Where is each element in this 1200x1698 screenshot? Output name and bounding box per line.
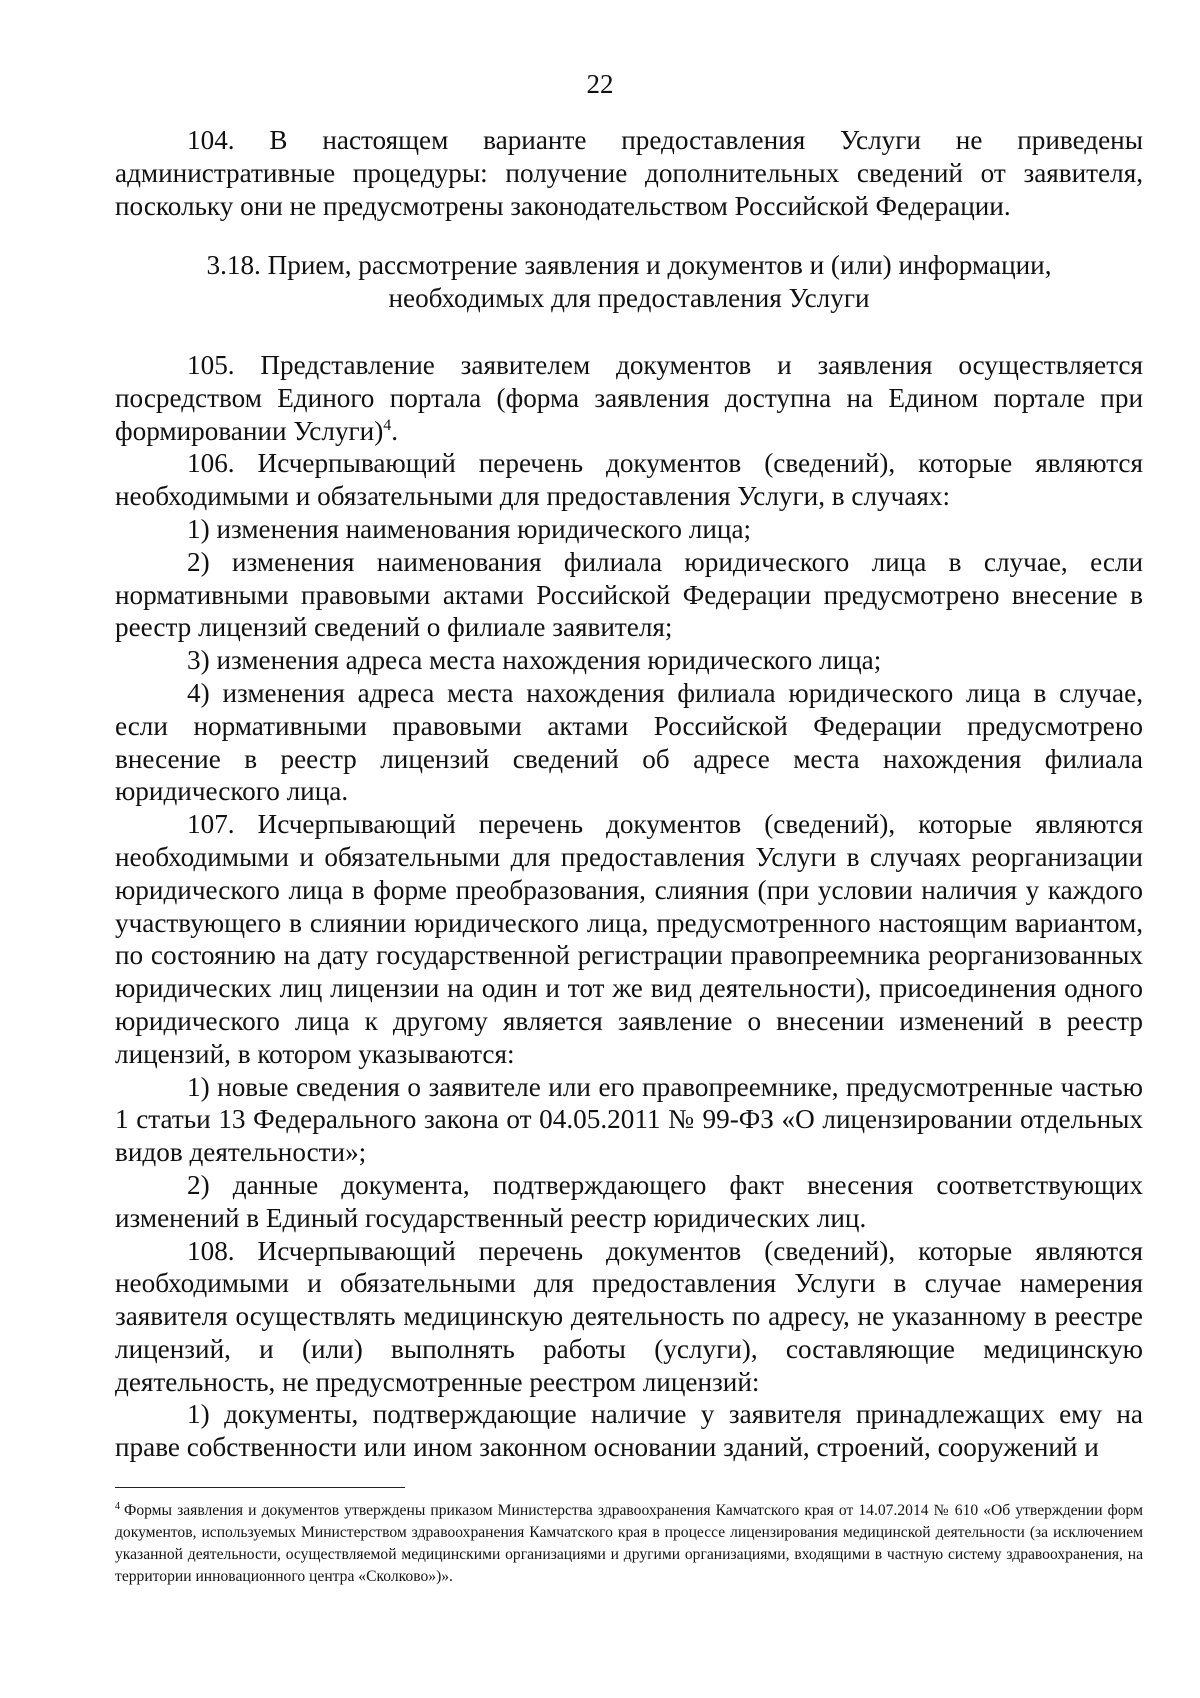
paragraph-105 [115,349,1143,447]
paragraph-108: 108. Исчерпывающий перечень документов (сведений), которые являются необходимыми и обязательными для предоставления Услуги в случае намерения заявителя осуществлять медицинскую деятельность по адресу, не указанному в реестре лицензий, и (или) выполнять работы (услуги), составляющие медицинскую деятельность, не предусмотренные реестром лицензий: [115,1235,1143,1397]
list-item-106-4: 4) изменения адреса места нахождения филиала юридического лица в случае, если нормативными правовыми актами Российской Федерации предусмотрено внесение в реестр лицензий сведений об адресе места нахождения филиала юридического лица. [115,677,1143,807]
footnote-divider [115,1487,405,1488]
list-item-107-1: 1) новые сведения о заявителе или его правопреемнике, предусмотренные частью 1 статьи 13 Федерального закона от 04.05.2011 № 99-ФЗ «О лицензировании отдельных видов деятельности»; [115,1071,1143,1168]
section-heading-line-1: 3.18. Прием, рассмотрение заявления и документов и (или) информации, [206,250,1052,281]
paragraph-105-tail: . [391,415,399,446]
list-item-107-2: 2) данные документа, подтверждающего факт внесения соответствующих изменений в Единый государственный реестр юридических лиц. [115,1169,1143,1233]
footnote-text: Формы заявления и документов утверждены приказом Министерства здравоохранения Камчатского края от 14.07.2014 № 610 «Об утверждении форм документов, используемых Министерством здравоохранения Камчатского края в процессе лицензирования медицинской деятельности (за исключением указанной деятельности, осуществляемой медицинскими организациями и другими организациями, входящими в частную систему здравоохранения, на территории инновационного центра «Сколково»)». [115,1502,1143,1585]
paragraph-105-text: 105. Представление заявителем документов и заявления осуществляется посредством Единого портала (форма заявления доступна на Едином портале при формировании Услуги) [115,349,1143,446]
list-item-106-1: 1) изменения наименования юридического лица; [187,513,752,544]
list-item-106-3: 3) изменения адреса места нахождения юридического лица; [187,645,882,676]
page-number: 22 [586,69,614,99]
paragraph-104: 104. В настоящем варианте предоставления Услуги не приведены административные процедуры: получение дополнительных сведений от заявителя, поскольку они не предусмотрены законодательством Российской Федерации. [115,125,1143,221]
footnote-reference: 4 [383,416,392,434]
section-heading [115,249,1143,315]
paragraph-107: 107. Исчерпывающий перечень документов (сведений), которые являются необходимыми и обязательными для предоставления Услуги в случаях реорганизации юридического лица в форме преобразования, слияния (при условии наличия у каждого участвующего в слиянии юридического лица, предусмотренного настоящим вариантом, по состоянию на дату государственной регистрации правопреемника реорганизованных юридических лиц лицензии на один и тот же вид деятельности), присоединения одного юридического лица к другому является заявление о внесении изменений в реестр лицензий, в котором указываются: [115,809,1143,1069]
list-item-108-1: 1) документы, подтверждающие наличие у заявителя принадлежащих ему на праве собственности или ином законном основании зданий, строений, сооружений и [115,1399,1143,1463]
document-body [115,124,1143,1464]
list-item-106-2: 2) изменения наименования филиала юридического лица в случае, если нормативными правовыми актами Российской Федерации предусмотрено внесение в реестр лицензий сведений о филиале заявителя; [115,546,1143,643]
footnote [115,1500,1143,1588]
paragraph-106: 106. Исчерпывающий перечень документов (сведений), которые являются необходимыми и обязательными для предоставления Услуги, в случаях: [115,448,1143,512]
section-heading-line-2: необходимых для предоставления Услуги [388,283,870,314]
footnote-mark: 4 [115,1500,120,1512]
